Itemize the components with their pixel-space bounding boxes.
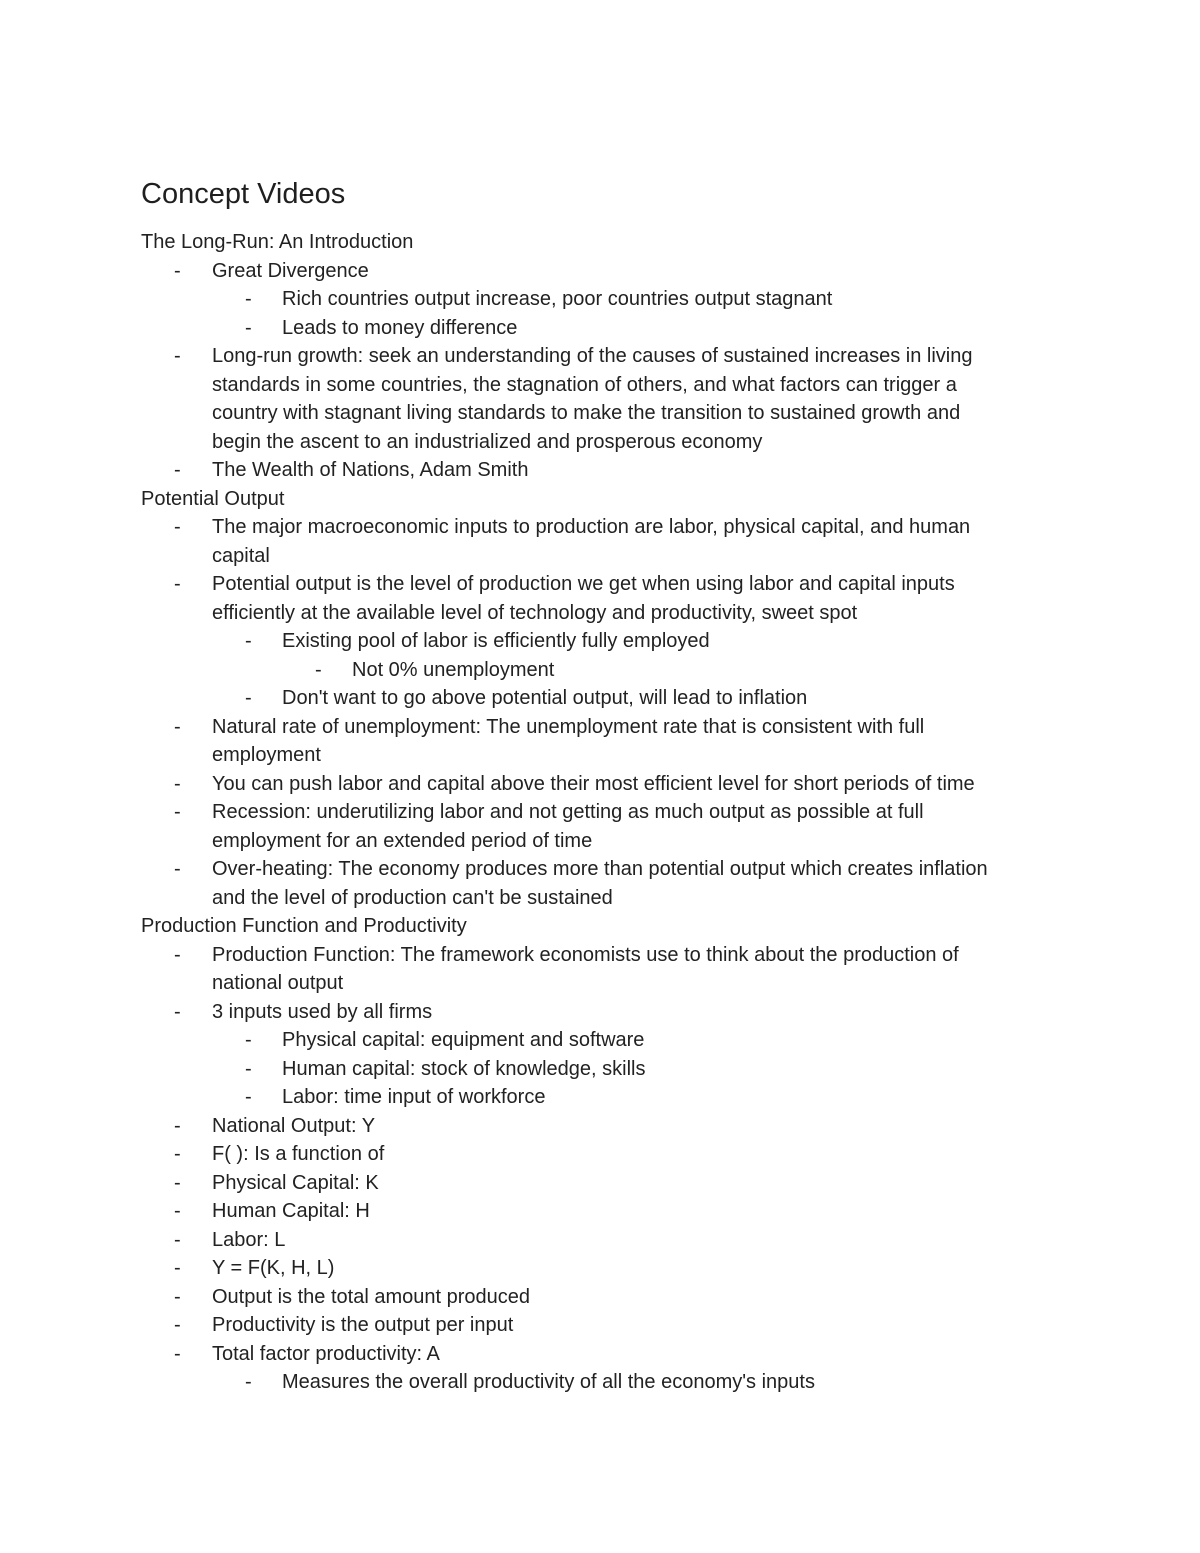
list-item-text: Not 0% unemployment — [352, 658, 555, 681]
section-heading: The Long-Run: An Introduction — [141, 231, 414, 253]
bullet-dash: - — [245, 1057, 252, 1080]
bullet-dash: - — [245, 1029, 252, 1051]
list-item — [0, 314, 1200, 343]
list-item — [0, 570, 1200, 599]
list-item — [0, 1368, 1200, 1397]
list-item-text: 3 inputs used by all firms — [212, 1000, 433, 1023]
list-item-text: Measures the overall productivity of all the economy's inputs — [282, 1371, 815, 1393]
bullet-dash: - — [174, 259, 181, 282]
list-item-continuation: standards in some countries, the stagnation of others, and what factors can trigger a — [212, 373, 957, 396]
list-item-continuation: employment for an extended period of time — [212, 829, 593, 852]
list-item-text: National Output: Y — [212, 1114, 376, 1137]
bullet-dash: - — [174, 1200, 181, 1222]
bullet-dash: - — [174, 1143, 181, 1165]
list-item-text: Long-run growth: seek an understanding of the causes of sustained increases in living — [212, 345, 973, 367]
list-item-continuation: capital — [212, 544, 270, 567]
bullet-dash: - — [174, 715, 181, 738]
list-item-continuation: efficiently at the available level of technology and productivity, sweet spot — [212, 601, 858, 624]
section-heading: Production Function and Productivity — [141, 915, 467, 937]
notes-body — [0, 228, 1200, 1397]
list-item-text: Human Capital: H — [212, 1200, 370, 1222]
bullet-dash: - — [174, 1314, 181, 1336]
list-item-text: Y = F(K, H, L) — [212, 1257, 335, 1279]
list-item — [0, 257, 1200, 286]
list-item-text: Don't want to go above potential output, will lead to inflation — [282, 687, 808, 709]
list-item-text: Natural rate of unemployment: The unemployment rate that is consistent with full — [212, 715, 925, 738]
list-item — [0, 513, 1200, 542]
list-item-text: The major macroeconomic inputs to production are labor, physical capital, and human — [212, 516, 971, 538]
list-item-text: F( ): Is a function of — [212, 1143, 385, 1165]
list-item-text: Physical capital: equipment and software — [282, 1029, 645, 1051]
bullet-dash: - — [245, 687, 252, 709]
list-item — [0, 285, 1200, 314]
list-item-continuation: national output — [212, 972, 344, 994]
list-item — [0, 627, 1200, 656]
list-item-continuation: employment — [212, 744, 321, 766]
list-item — [0, 1026, 1200, 1055]
list-item-text: Labor: L — [212, 1228, 286, 1251]
list-item — [0, 1197, 1200, 1226]
list-item-continuation: begin the ascent to an industrialized and prosperous economy — [212, 430, 763, 453]
list-item-text: Production Function: The framework economists use to think about the production of — [212, 943, 959, 966]
bullet-dash: - — [174, 516, 181, 538]
bullet-dash: - — [174, 1228, 181, 1251]
bullet-dash: - — [174, 943, 181, 966]
list-item — [0, 713, 1200, 742]
list-item — [0, 684, 1200, 713]
page-title: Concept Videos — [141, 178, 346, 210]
bullet-dash: - — [174, 573, 181, 595]
bullet-dash: - — [174, 1171, 181, 1194]
list-item-text: Rich countries output increase, poor countries output stagnant — [282, 288, 833, 310]
list-item-text: Recession: underutilizing labor and not getting as much output as possible at full — [212, 801, 924, 823]
list-item-text: You can push labor and capital above their most efficient level for short periods of time — [212, 772, 975, 795]
bullet-dash: - — [174, 801, 181, 823]
list-item-continuation: and the level of production can't be sustained — [212, 886, 613, 909]
bullet-dash: - — [174, 459, 181, 481]
list-item-text: Labor: time input of workforce — [282, 1086, 546, 1108]
list-item — [0, 1083, 1200, 1112]
list-item — [0, 798, 1200, 827]
bullet-dash: - — [174, 1000, 181, 1023]
list-item — [0, 456, 1200, 485]
bullet-dash: - — [174, 1285, 181, 1308]
list-item-text: Existing pool of labor is efficiently fully employed — [282, 630, 710, 652]
bullet-dash: - — [245, 630, 252, 652]
list-item — [0, 1226, 1200, 1255]
list-item — [0, 1254, 1200, 1283]
list-item — [0, 1340, 1200, 1369]
list-item — [0, 855, 1200, 884]
list-item — [0, 1055, 1200, 1084]
list-item-text: Productivity is the output per input — [212, 1314, 514, 1336]
bullet-dash: - — [174, 1257, 181, 1279]
bullet-dash: - — [174, 345, 181, 367]
bullet-dash: - — [174, 1114, 181, 1137]
list-item-text: Total factor productivity: A — [212, 1342, 440, 1365]
list-item-text: Output is the total amount produced — [212, 1285, 530, 1308]
list-item-text: Physical Capital: K — [212, 1171, 379, 1194]
list-item-text: Over-heating: The economy produces more than potential output which creates inflation — [212, 858, 988, 880]
list-item-continuation: country with stagnant living standards to make the transition to sustained growth and — [212, 402, 961, 424]
bullet-dash: - — [245, 316, 252, 339]
list-item-text: Great Divergence — [212, 259, 369, 282]
list-item — [0, 1169, 1200, 1198]
section-heading: Potential Output — [141, 487, 285, 510]
list-item — [0, 998, 1200, 1027]
list-item — [0, 656, 1200, 685]
bullet-dash: - — [245, 288, 252, 310]
list-item — [0, 1112, 1200, 1141]
list-item-text: Potential output is the level of production we get when using labor and capital inputs — [212, 573, 955, 595]
list-item — [0, 1283, 1200, 1312]
list-item — [0, 770, 1200, 799]
bullet-dash: - — [315, 658, 322, 681]
list-item — [0, 1140, 1200, 1169]
list-item-text: The Wealth of Nations, Adam Smith — [212, 459, 529, 481]
list-item — [0, 941, 1200, 970]
bullet-dash: - — [245, 1086, 252, 1108]
bullet-dash: - — [245, 1371, 252, 1393]
bullet-dash: - — [174, 858, 181, 880]
bullet-dash: - — [174, 772, 181, 795]
list-item — [0, 342, 1200, 371]
list-item-text: Human capital: stock of knowledge, skills — [282, 1057, 646, 1080]
bullet-dash: - — [174, 1342, 181, 1365]
list-item-text: Leads to money difference — [282, 316, 518, 339]
list-item — [0, 1311, 1200, 1340]
